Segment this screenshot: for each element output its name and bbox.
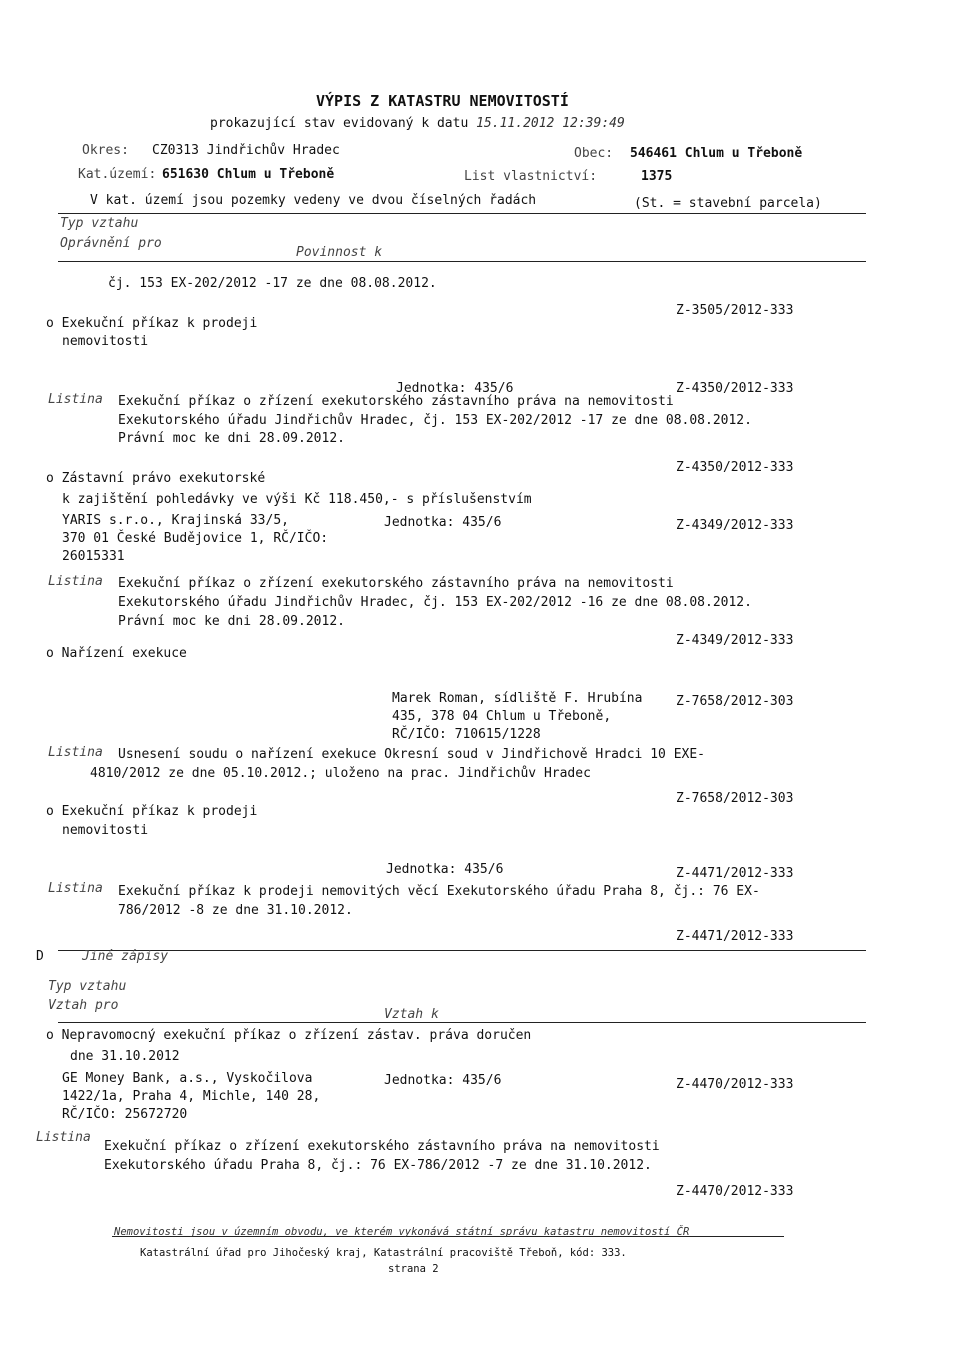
section-d-columns-rule [58,1022,866,1023]
party-line: 435, 378 04 Chlum u Třeboně, [392,709,612,724]
okres-value: CZ0313 Jindřichův Hradec [152,143,340,158]
listina-line: Exekuční příkaz o zřízení exekutorského zástavního práva na nemovitosti [118,394,674,409]
lv-label: List vlastnictví: [464,169,598,184]
listina-line: Exekutorského úřadu Jindřichův Hradec, čj. 153 EX-202/2012 -16 ze dne 08.08.2012. [118,595,752,610]
z-number: Z-4470/2012-333 [676,1184,794,1199]
entry-title-cont: nemovitosti [62,823,149,838]
z-number: Z-4471/2012-333 [676,929,794,944]
col-vztah-k: Vztah k [384,1007,439,1022]
stavebni-parcela-note: (St. = stavební parcela) [634,196,822,211]
party-line: RČ/IČO: 25672720 [62,1107,188,1122]
listina-line: Exekutorského úřadu Jindřichův Hradec, čj. 153 EX-202/2012 -17 ze dne 08.08.2012. [118,413,752,428]
party-line: 26015331 [62,549,125,564]
jednotka: Jednotka: 435/6 [384,1073,502,1088]
z-number: Z-7658/2012-303 [676,694,794,709]
numbering-note: V kat. území jsou pozemky vedeny ve dvou číselných řadách [90,193,537,208]
entry-subtitle: k zajištění pohledávky ve výši Kč 118.450,- s příslušenstvím [62,492,532,507]
listina-label: Listina [48,392,103,407]
document-subtitle [210,116,625,131]
col-opravneni-pro: Oprávnění pro [60,236,162,251]
z-number: Z-4470/2012-333 [676,1077,794,1092]
party-line: YARIS s.r.o., Krajinská 33/5, [62,513,289,528]
section-d-letter: D [36,949,44,964]
subtitle-date: 15.11.2012 12:39:49 [476,116,625,131]
party-line: GE Money Bank, a.s., Vyskočilova [62,1071,313,1086]
z-number: Z-4350/2012-333 [676,381,794,396]
page-number: strana 2 [388,1263,439,1275]
listina-label: Listina [48,574,103,589]
listina-line: Právní moc ke dni 28.09.2012. [118,614,345,629]
entry-title-cont: nemovitosti [62,334,149,349]
party-line: 1422/1a, Praha 4, Michle, 140 28, [62,1089,321,1104]
listina-label: Listina [48,881,103,896]
obec-label: Obec: [574,146,614,161]
columns-rule [58,261,866,262]
document-title: VÝPIS Z KATASTRU NEMOVITOSTÍ [316,92,569,110]
listina-line: Exekutorského úřadu Praha 8, čj.: 76 EX-786/2012 -7 ze dne 31.10.2012. [104,1158,652,1173]
kat-uzemi-label: Kat.území: [78,167,157,182]
party-line: 370 01 České Budějovice 1, RČ/IČO: [62,531,329,546]
footer-office: Katastrální úřad pro Jihočeský kraj, Katastrální pracoviště Třeboň, kód: 333. [140,1247,627,1259]
z-number: Z-4349/2012-333 [676,633,794,648]
header-rule [58,213,866,214]
jednotka: Jednotka: 435/6 [386,862,504,877]
listina-line: 786/2012 -8 ze dne 31.10.2012. [118,903,353,918]
col-povinnost-k: Povinnost k [296,245,383,260]
section-d-rule [58,950,866,951]
listina-line: 4810/2012 ze dne 05.10.2012.; uloženo na prac. Jindřichův Hradec [90,766,591,781]
party-line: RČ/IČO: 710615/1228 [392,727,541,742]
listina-line: Exekuční příkaz k prodeji nemovitých věcí Exekutorského úřadu Praha 8, čj.: 76 EX- [118,884,760,899]
entry-title: o Nařízení exekuce [46,646,187,661]
listina-line: Exekuční příkaz o zřízení exekutorského zástavního práva na nemovitosti [104,1139,660,1154]
party-line: Marek Roman, sídliště F. Hrubína [392,691,643,706]
listina-line: Právní moc ke dni 28.09.2012. [118,431,345,446]
z-number: Z-7658/2012-303 [676,791,794,806]
col-typ-vztahu: Typ vztahu [48,979,127,994]
entry-title: o Exekuční příkaz k prodeji [46,316,258,331]
z-number: Z-3505/2012-333 [676,303,794,318]
footer-jurisdiction: Nemovitosti jsou v územním obvodu, ve kterém vykonává státní správu katastru nemovitostí ČR [114,1226,690,1238]
listina-line: Exekuční příkaz o zřízení exekutorského zástavního práva na nemovitosti [118,576,674,591]
cj-reference: čj. 153 EX-202/2012 -17 ze dne 08.08.2012. [108,276,437,291]
entry-date: dne 31.10.2012 [70,1049,180,1064]
entry-title: o Nepravomocný exekuční příkaz o zřízení zástav. práva doručen [46,1028,532,1043]
jednotka: Jednotka: 435/6 [384,515,502,530]
col-typ-vztahu: Typ vztahu [60,216,139,231]
jednotka: Jednotka: 435/6 [396,381,514,396]
subtitle-prefix: prokazující stav evidovaný k datu [210,116,469,131]
obec-value: 546461 Chlum u Třeboně [630,146,803,161]
listina-line: Usnesení soudu o nařízení exekuce Okresní soud v Jindřichově Hradci 10 EXE- [118,747,705,762]
okres-label: Okres: [82,143,129,158]
listina-label: Listina [48,745,103,760]
z-number: Z-4349/2012-333 [676,518,794,533]
col-vztah-pro: Vztah pro [48,998,119,1013]
kat-uzemi-value: 651630 Chlum u Třeboně [162,167,335,182]
entry-title: o Exekuční příkaz k prodeji [46,804,258,819]
listina-label: Listina [36,1130,91,1145]
lv-value: 1375 [641,169,673,184]
z-number: Z-4350/2012-333 [676,460,794,475]
z-number: Z-4471/2012-333 [676,866,794,881]
section-d-title: Jiné zápisy [82,949,169,964]
entry-title: o Zástavní právo exekutorské [46,471,266,486]
